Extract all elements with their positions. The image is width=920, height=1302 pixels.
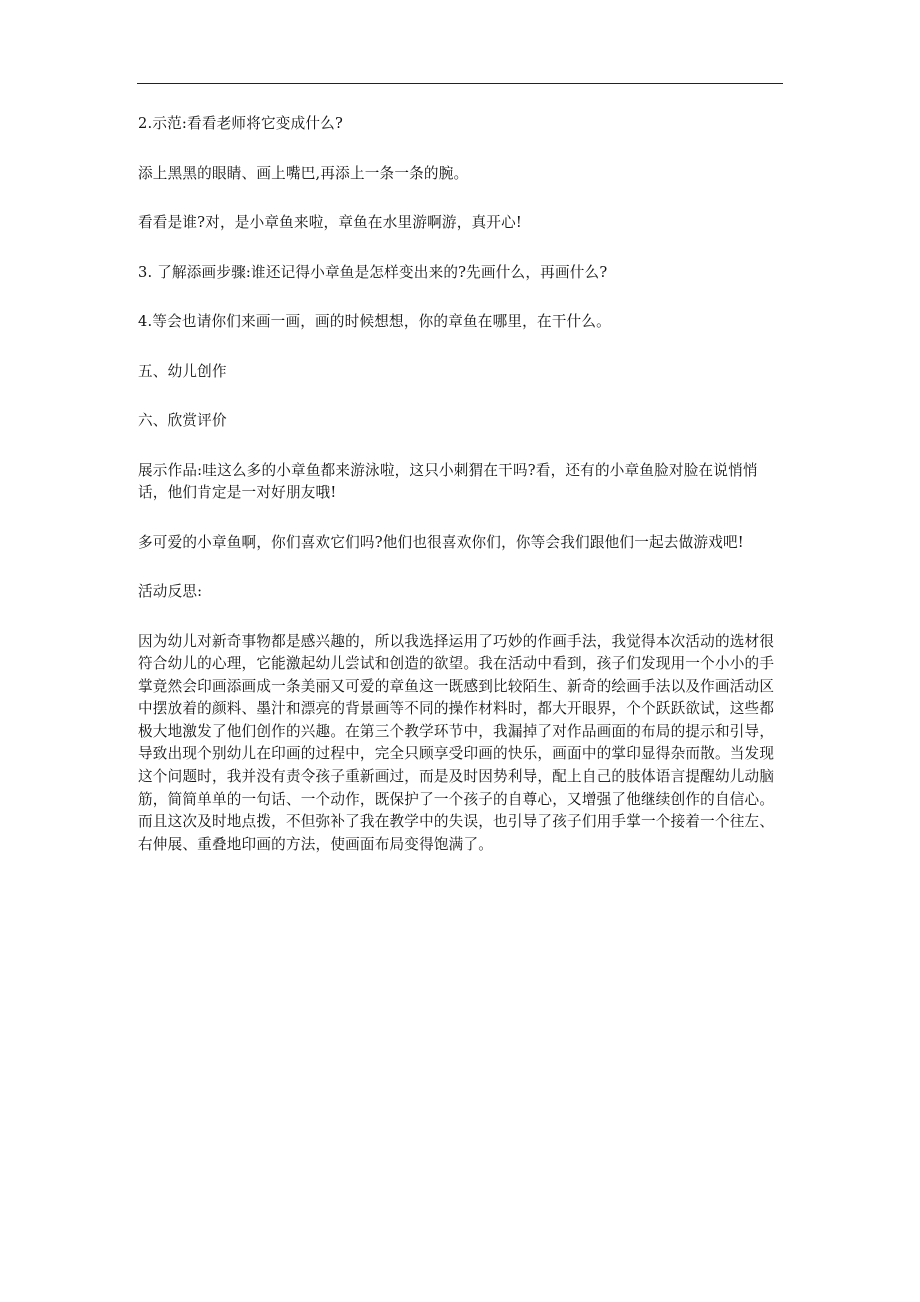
paragraph-closing: 多可爱的小章鱼啊，你们喜欢它们吗?他们也很喜欢你们，你等会我们跟他们一起去做游戏吧! [138, 533, 744, 551]
paragraph-demo: 2.示范:看看老师将它变成什么? [138, 115, 343, 132]
section-heading-creation: 五、幼儿创作 [138, 362, 227, 380]
section-heading-appreciation: 六、欣赏评价 [138, 412, 227, 429]
paragraph-steps: 3. 了解添画步骤:谁还记得小章鱼是怎样变出来的?先画什么，再画什么? [138, 263, 608, 281]
paragraph-reflection: 因为幼儿对新奇事物都是感兴趣的，所以我选择运用了巧妙的作画手法，我觉得本次活动的选材很符合幼儿的心理，它能激起幼儿尝试和创造的欲望。我在活动中看到，孩子们发现用一个小小的手掌竟然会印画添画成一条美丽又可爱的章鱼这一既感到比较陌生、新奇的绘画手法以及作画活动区中摆放着的颜料、墨汁和漂亮的背景画等不同的操作材料时，都大开眼界，个个跃跃欲试，这些都极大地激发了他们创作的兴趣。在第三个教学环节中，我漏掉了对作品画面的布局的提示和引导，导致出现个别幼儿在印画的过程中，完全只顾享受印画的快乐，画面中的掌印显得杂而散。当发现这个问题时，我并没有责令孩子重新画过，而是及时因势利导，配上自己的肢体语言提醒幼儿动脑筋，简简单单的一句话、一个动作，既保护了一个孩子的自尊心，又增强了他继续创作的自信心。而且这次及时地点拨，不但弥补了我在教学中的失误，也引导了孩子们用手掌一个接着一个往左、右伸展、重叠地印画的方法，使画面布局变得饱满了。 [138, 632, 775, 853]
paragraph-invite: 4.等会也请你们来画一画，画的时候想想，你的章鱼在哪里，在干什么。 [138, 313, 611, 330]
paragraph-who-is-it: 看看是谁?对，是小章鱼来啦，章鱼在水里游啊游，真开心! [138, 214, 522, 231]
document-body [138, 113, 784, 856]
header-rule [137, 83, 783, 84]
paragraph-add-details: 添上黑黑的眼睛、画上嘴巴,再添上一条一条的腕。 [138, 164, 469, 182]
paragraph-showcase: 展示作品:哇这么多的小章鱼都来游泳啦，这只小刺猬在干吗?看，还有的小章鱼脸对脸在说悄悄话，他们肯定是一对好朋友哦! [138, 461, 758, 501]
section-heading-reflection: 活动反思: [138, 583, 203, 600]
